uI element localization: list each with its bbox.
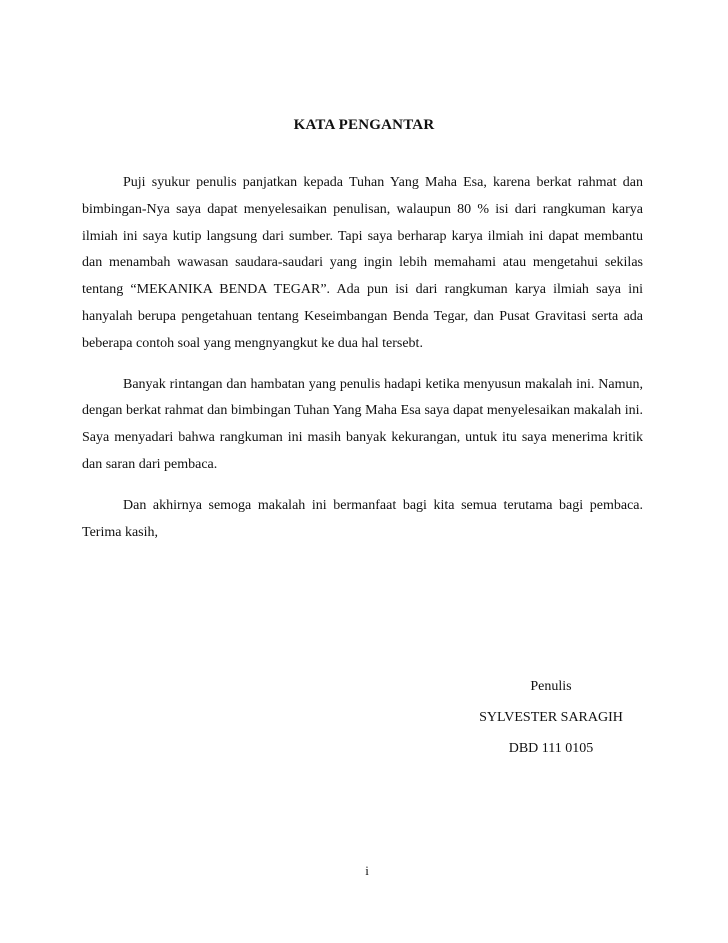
page-title: KATA PENGANTAR: [293, 117, 435, 133]
paragraph-3: Dan akhirnya semoga makalah ini bermanfaat bagi kita semua terutama bagi pembaca. Terima kasih,: [82, 497, 643, 540]
signature-name: SYLVESTER SARAGIH: [479, 710, 623, 725]
page-number: i: [365, 863, 369, 878]
signature-block: [475, 677, 627, 770]
paragraph-2: Banyak rintangan dan hambatan yang penulis hadapi ketika menyusun makalah ini. Namun, dengan berkat rahmat dan bimbingan Tuhan Yang Maha Esa saya dapat menyelesaikan makalah ini. Saya menyadari bahwa rangkuman ini masih banyak kekurangan, untuk itu saya menerima kritik dan saran dari pembaca.: [82, 376, 643, 472]
signature-role: Penulis: [530, 679, 572, 694]
paragraph-1: Puji syukur penulis panjatkan kepada Tuhan Yang Maha Esa, karena berkat rahmat dan bimbingan-Nya saya dapat menyelesaikan penulisan, walaupun 80 % isi dari rangkuman karya ilmiah ini saya kutip langsung dari sumber. Tapi saya berharap karya ilmiah ini dapat membantu dan menambah wawasan saudara-saudari yang ingin lebih memahami atau mengetahui sekilas tentang “MEKANIKA BENDA TEGAR”. Ada pun isi dari rangkuman karya ilmiah saya ini hanyalah berupa pengetahuan tentang Keseimbangan Benda Tegar, dan Pusat Gravitasi serta ada beberapa contoh soal yang mengnyangkut ke dua hal tersebt.: [82, 175, 643, 351]
signature-id: DBD 111 0105: [508, 741, 594, 756]
body-text: [82, 170, 643, 560]
